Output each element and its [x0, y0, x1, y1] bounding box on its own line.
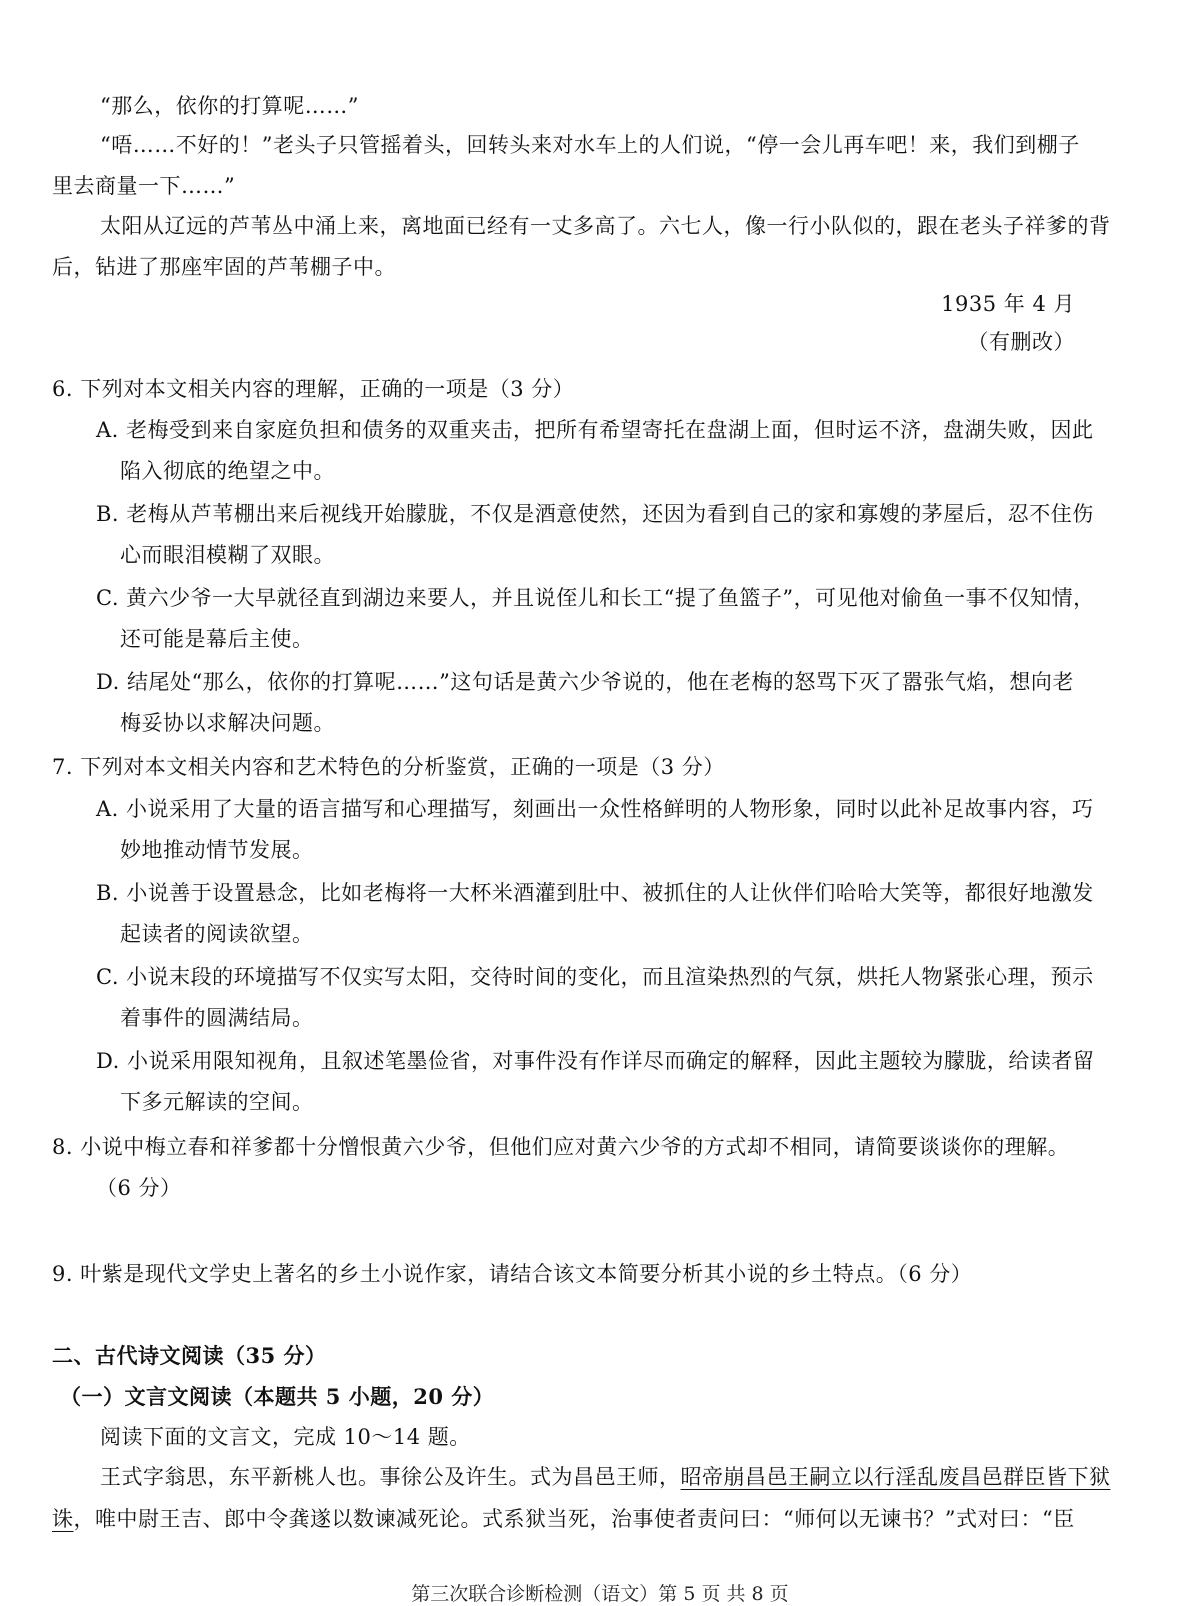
question-8-score: （6 分） [96, 1176, 182, 1200]
question-6-option-c-cont: 还可能是幕后主使。 [120, 627, 314, 651]
question-7-option-d-cont: 下多元解读的空间。 [120, 1090, 314, 1114]
question-6-option-d-cont: 梅妥协以求解决问题。 [120, 711, 335, 735]
story-line-5: 后，钻进了那座牢固的芦苇棚子中。 [52, 255, 396, 279]
question-9-stem: 9. 叶紫是现代文学史上著名的乡土小说作家，请结合该文本简要分析其小说的乡土特点。（6 分） [52, 1262, 973, 1286]
story-line-2: “唔……不好的！”老头子只管摇着头，回转头来对水车上的人们说，“停一会儿再车吧！来，我们到棚子 [100, 133, 1080, 157]
question-6-option-a: A. 老梅受到来自家庭负担和债务的双重夹击，把所有希望寄托在盘湖上面，但时运不济，盘湖失败，因此 [96, 418, 1094, 442]
question-7-option-b-cont: 起读者的阅读欲望。 [120, 922, 314, 946]
classical-text-line-2-rest: ，唯中尉王吉、郎中令龚遂以数谏减死论。式系狱当死，治事使者责问曰：“师何以无谏书？”式对曰：“臣 [73, 1507, 1075, 1531]
question-7-option-a-cont: 妙地推动情节发展。 [120, 838, 314, 862]
classical-text-line-1-start: 王式字翁思，东平新桃人也。事徐公及许生。式为昌邑王师， [100, 1465, 681, 1489]
classical-text-line-1 [100, 1463, 1111, 1491]
question-6-option-b-cont: 心而眼泪模糊了双眼。 [120, 543, 335, 567]
question-7-option-b: B. 小说善于设置悬念，比如老梅将一大杯米酒灌到肚中、被抓住的人让伙伴们哈哈大笑等，都很好地激发 [96, 881, 1094, 905]
story-note: （有删改） [967, 330, 1075, 354]
section-2-subtitle: （一）文言文阅读（本题共 5 小题，20 分） [60, 1384, 495, 1409]
story-line-4: 太阳从辽远的芦苇丛中涌上来，离地面已经有一丈多高了。六七人，像一行小队似的，跟在老头子祥爹的背 [100, 214, 1111, 238]
story-date: 1935 年 4 月 [941, 292, 1075, 316]
question-8-stem: 8. 小说中梅立春和祥爹都十分憎恨黄六少爷，但他们应对黄六少爷的方式却不相同，请简要谈谈你的理解。 [52, 1135, 1070, 1159]
section-2-title: 二、古代诗文阅读（35 分） [52, 1343, 327, 1368]
page-footer: 第三次联合诊断检测（语文）第 5 页 共 8 页 [411, 1583, 789, 1605]
question-7-option-c-cont: 着事件的圆满结局。 [120, 1006, 314, 1030]
question-6-option-a-cont: 陷入彻底的绝望之中。 [120, 459, 335, 483]
question-6-option-c: C. 黄六少爷一大早就径直到湖边来要人，并且说侄儿和长工“提了鱼篮子”，可见他对偷鱼一事不仅知情， [96, 586, 1095, 610]
underlined-sentence-part-2: 诛 [52, 1507, 74, 1531]
story-line-3: 里去商量一下……” [52, 174, 236, 198]
question-7-stem: 7. 下列对本文相关内容和艺术特色的分析鉴赏，正确的一项是（3 分） [52, 755, 725, 779]
question-7-option-d: D. 小说采用限知视角，且叙述笔墨俭省，对事件没有作详尽而确定的解释，因此主题较为朦胧，给读者留 [96, 1049, 1095, 1073]
story-line-1: “那么，依你的打算呢……” [100, 94, 359, 118]
question-7-option-c: C. 小说末段的环境描写不仅实写太阳，交待时间的变化，而且渲染热烈的气氛，烘托人物紧张心理，预示 [96, 965, 1094, 989]
question-6-option-b: B. 老梅从芦苇棚出来后视线开始朦胧，不仅是酒意使然，还因为看到自己的家和寡嫂的茅屋后，忍不住伤 [96, 502, 1094, 526]
underlined-sentence-part-1: 昭帝崩昌邑王嗣立以行淫乱废昌邑群臣皆下狱 [680, 1465, 1111, 1489]
question-6-option-d: D. 结尾处“那么，依你的打算呢……”这句话是黄六少爷说的，他在老梅的怒骂下灭了嚣张气焰，想向老 [96, 670, 1074, 694]
question-7-option-a: A. 小说采用了大量的语言描写和心理描写，刻画出一众性格鲜明的人物形象，同时以此补足故事内容，巧 [96, 797, 1094, 821]
section-2-intro: 阅读下面的文言文，完成 10～14 题。 [100, 1425, 471, 1449]
question-6-stem: 6. 下列对本文相关内容的理解，正确的一项是（3 分） [52, 377, 575, 401]
classical-text-line-2 [52, 1505, 1075, 1533]
